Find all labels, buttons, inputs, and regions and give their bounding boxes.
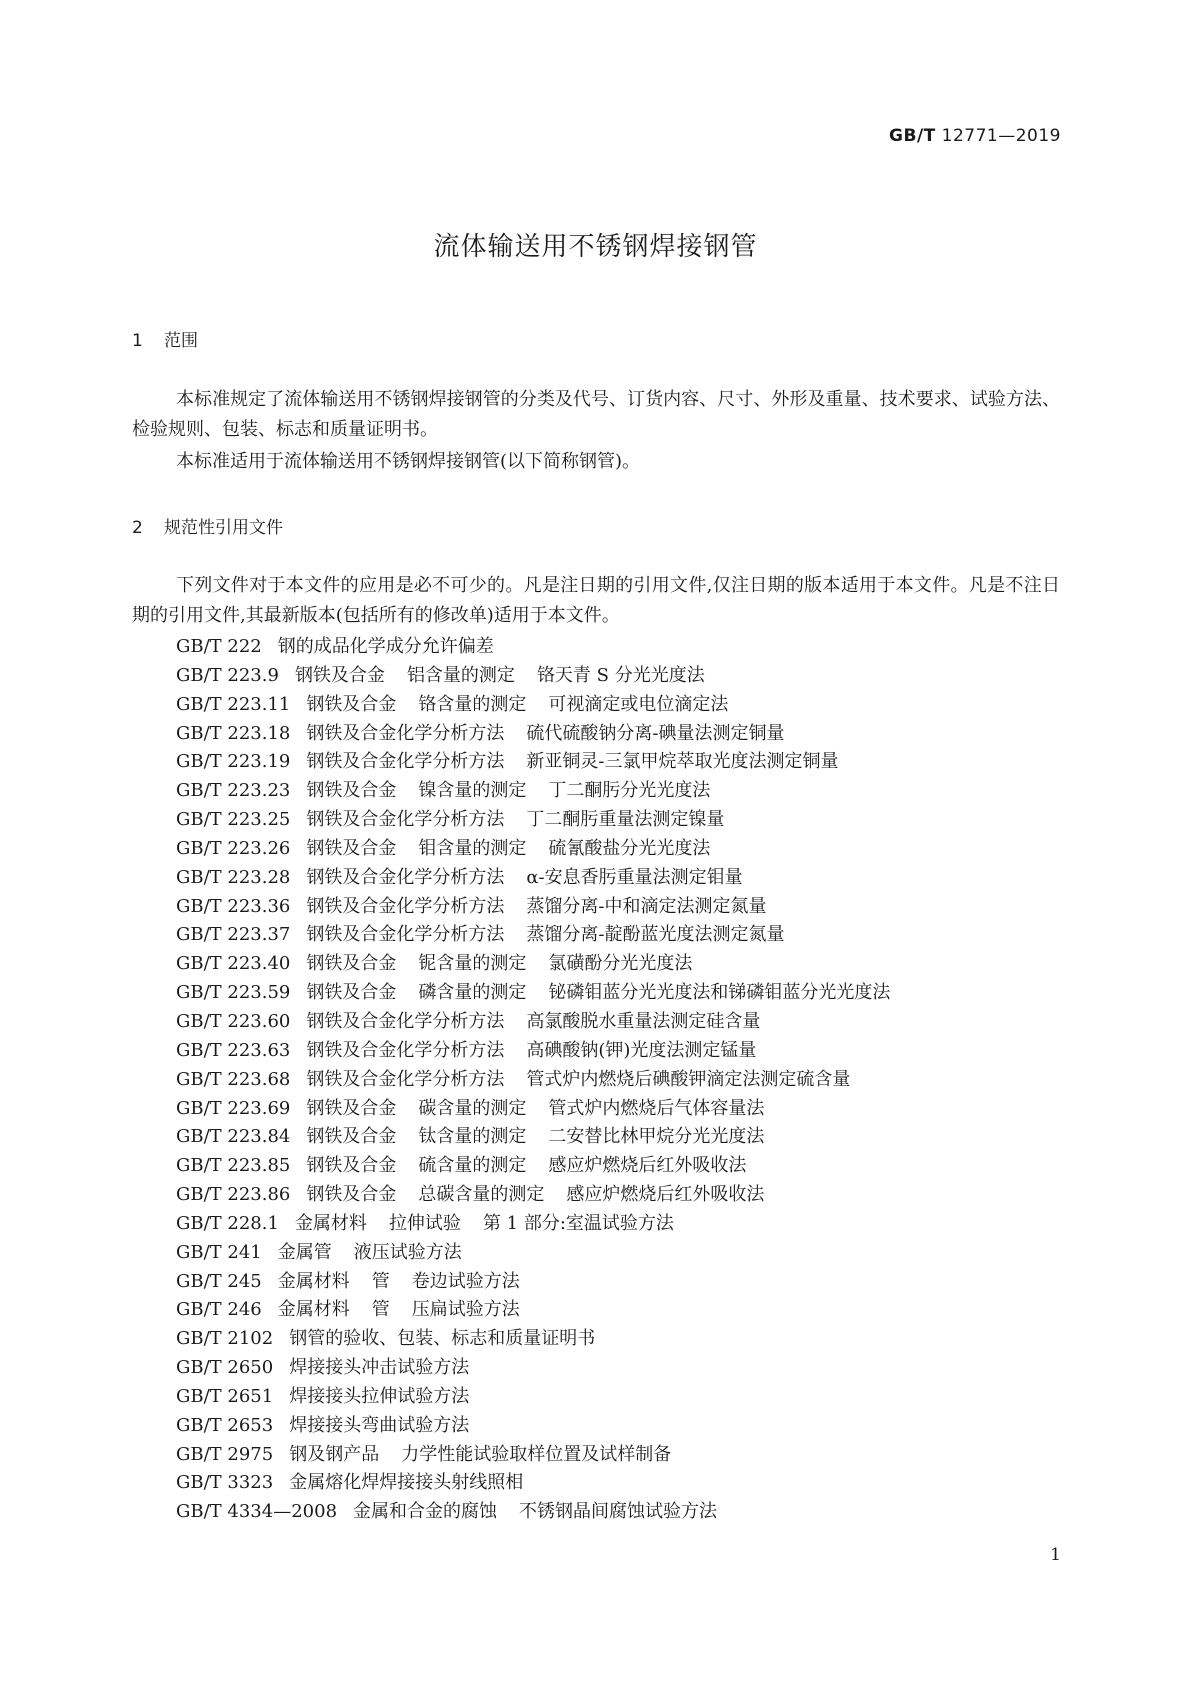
reference-item: [176, 662, 1056, 691]
reference-item: [176, 633, 1056, 662]
reference-title-part: 管式炉内燃烧后气体容量法: [548, 1097, 765, 1119]
section-2-number: 2: [132, 518, 143, 538]
reference-title-part: 钢铁及合金: [306, 780, 397, 802]
reference-title-part: 金属管: [277, 1241, 332, 1263]
reference-item: [176, 748, 1056, 777]
reference-code: GB/T 223.84: [176, 1126, 291, 1148]
reference-title-part: 管: [371, 1299, 390, 1321]
reference-title-part: 镍含量的测定: [418, 780, 527, 802]
reference-title-part: 钢铁及合金: [306, 953, 397, 975]
reference-title-part: 钢铁及合金化学分析方法: [306, 1068, 505, 1090]
reference-title-part: 钢铁及合金化学分析方法: [306, 722, 505, 744]
section-2-title: 规范性引用文件: [164, 518, 283, 538]
reference-item: [176, 720, 1056, 749]
reference-title-part: 钢管的验收、包装、标志和质量证明书: [289, 1328, 596, 1350]
reference-title-part: 钢铁及合金化学分析方法: [306, 866, 505, 888]
reference-item: [176, 1325, 1056, 1354]
scope-paragraph-1: 本标准规定了流体输送用不锈钢焊接钢管的分类及代号、订货内容、尺寸、外形及重量、技术要求、试验方法、检验规则、包装、标志和质量证明书。: [132, 389, 1060, 440]
reference-code: GB/T 223.23: [176, 780, 291, 802]
reference-title-part: 金属熔化焊焊接接头射线照相: [289, 1472, 524, 1494]
reference-title-part: 液压试验方法: [353, 1241, 462, 1263]
reference-item: [176, 1066, 1056, 1095]
reference-item: [176, 806, 1056, 835]
reference-title-part: 钢铁及合金化学分析方法: [306, 924, 505, 946]
reference-code: GB/T 223.18: [176, 722, 291, 744]
references-intro: 下列文件对于本文件的应用是必不可少的。凡是注日期的引用文件,仅注日期的版本适用于本文件。凡是不注日期的引用文件,其最新版本(包括所有的修改单)适用于本文件。: [132, 575, 1060, 626]
reference-title-part: 不锈钢晶间腐蚀试验方法: [519, 1501, 718, 1523]
reference-code: GB/T 3323: [176, 1472, 274, 1494]
reference-title-part: 钢铁及合金: [306, 1155, 397, 1177]
reference-title-part: 钢铁及合金化学分析方法: [306, 809, 505, 831]
reference-code: GB/T 2650: [176, 1357, 274, 1379]
reference-title-part: 可视滴定或电位滴定法: [548, 693, 729, 715]
reference-item: [176, 1008, 1056, 1037]
reference-title-part: 金属材料: [294, 1212, 367, 1234]
reference-code: GB/T 223.69: [176, 1097, 291, 1119]
reference-item: [176, 691, 1056, 720]
reference-code: GB/T 246: [176, 1299, 262, 1321]
reference-title-part: 蒸馏分离-中和滴定法测定氮量: [526, 895, 767, 917]
reference-title-part: 拉伸试验: [388, 1212, 461, 1234]
reference-title-part: 钢及钢产品: [289, 1443, 380, 1465]
reference-code: GB/T 4334—2008: [176, 1501, 338, 1523]
reference-title-part: 钢铁及合金化学分析方法: [306, 1010, 505, 1032]
reference-title-part: 金属材料: [277, 1299, 350, 1321]
reference-code: GB/T 2653: [176, 1414, 274, 1436]
reference-title-part: 钢铁及合金: [306, 693, 397, 715]
standard-prefix: GB/T: [889, 126, 936, 146]
reference-item: [176, 1152, 1056, 1181]
reference-title-part: 碳含量的测定: [418, 1097, 527, 1119]
reference-code: GB/T 223.11: [176, 693, 291, 715]
reference-code: GB/T 223.59: [176, 982, 291, 1004]
reference-item: [176, 1095, 1056, 1124]
reference-item: [176, 1181, 1056, 1210]
standard-number: 12771—2019: [941, 126, 1061, 146]
section-1-title: 范围: [164, 331, 198, 351]
reference-title-part: 焊接接头冲击试验方法: [289, 1357, 470, 1379]
reference-title-part: 钢铁及合金: [306, 1184, 397, 1206]
reference-title-part: 铋磷钼蓝分光光度法和锑磷钼蓝分光光度法: [548, 982, 891, 1004]
reference-title-part: 钢铁及合金化学分析方法: [306, 895, 505, 917]
reference-code: GB/T 223.25: [176, 809, 291, 831]
reference-title-part: 丁二酮肟重量法测定镍量: [526, 809, 725, 831]
reference-code: GB/T 223.19: [176, 751, 291, 773]
page-number: 1: [1050, 1545, 1061, 1565]
reference-code: GB/T 223.37: [176, 924, 291, 946]
reference-item: [176, 893, 1056, 922]
reference-item: [176, 1210, 1056, 1239]
scope-paragraph-2: 本标准适用于流体输送用不锈钢焊接钢管(以下简称钢管)。: [176, 451, 641, 472]
reference-item: [176, 1037, 1056, 1066]
reference-title-part: 钢铁及合金化学分析方法: [306, 1039, 505, 1061]
reference-code: GB/T 2651: [176, 1385, 274, 1407]
reference-title-part: 钢铁及合金: [306, 982, 397, 1004]
reference-title-part: α-安息香肟重量法测定钼量: [526, 866, 743, 888]
reference-title-part: 铝含量的测定: [406, 664, 515, 686]
reference-code: GB/T 2102: [176, 1328, 274, 1350]
reference-item: [176, 1239, 1056, 1268]
reference-title-part: 丁二酮肟分光光度法: [548, 780, 711, 802]
reference-code: GB/T 223.28: [176, 866, 291, 888]
reference-title-part: 管: [371, 1270, 390, 1292]
reference-code: GB/T 223.86: [176, 1184, 291, 1206]
reference-title-part: 感应炉燃烧后红外吸收法: [548, 1155, 747, 1177]
reference-title-part: 钛含量的测定: [418, 1126, 527, 1148]
reference-title-part: 二安替比林甲烷分光光度法: [548, 1126, 765, 1148]
reference-code: GB/T 223.9: [176, 664, 279, 686]
reference-title-part: 第 1 部分:室温试验方法: [482, 1212, 674, 1234]
reference-code: GB/T 223.68: [176, 1068, 291, 1090]
reference-title-part: 管式炉内燃烧后碘酸钾滴定法测定硫含量: [526, 1068, 851, 1090]
reference-code: GB/T 228.1: [176, 1212, 279, 1234]
reference-code: GB/T 2975: [176, 1443, 274, 1465]
reference-item: [176, 1498, 1056, 1527]
reference-title-part: 硫代硫酸钠分离-碘量法测定铜量: [526, 722, 785, 744]
reference-title-part: 金属材料: [277, 1270, 350, 1292]
reference-title-part: 钢铁及合金: [306, 837, 397, 859]
reference-title-part: 高碘酸钠(钾)光度法测定锰量: [526, 1039, 757, 1061]
reference-item: [176, 950, 1056, 979]
reference-code: GB/T 223.26: [176, 837, 291, 859]
reference-title-part: 力学性能试验取样位置及试样制备: [401, 1443, 672, 1465]
reference-title-part: 钢铁及合金: [306, 1126, 397, 1148]
reference-item: [176, 1268, 1056, 1297]
reference-title-part: 高氯酸脱水重量法测定硅含量: [526, 1010, 761, 1032]
section-2-heading: [132, 513, 283, 538]
document-title: 流体输送用不锈钢焊接钢管: [433, 232, 758, 262]
reference-title-part: 钢铁及合金化学分析方法: [306, 751, 505, 773]
standard-code: [889, 126, 1061, 146]
reference-code: GB/T 245: [176, 1270, 262, 1292]
reference-code: GB/T 241: [176, 1241, 262, 1263]
section-1-heading: [132, 326, 198, 351]
reference-list: [176, 633, 1056, 1527]
reference-title-part: 卷边试验方法: [411, 1270, 520, 1292]
reference-title-part: 金属和合金的腐蚀: [353, 1501, 498, 1523]
reference-title-part: 焊接接头拉伸试验方法: [289, 1385, 470, 1407]
reference-item: [176, 835, 1056, 864]
reference-title-part: 氯磺酚分光光度法: [548, 953, 693, 975]
reference-title-part: 硫氰酸盐分光光度法: [548, 837, 711, 859]
reference-title-part: 新亚铜灵-三氯甲烷萃取光度法测定铜量: [526, 751, 839, 773]
reference-title-part: 蒸馏分离-靛酚蓝光度法测定氮量: [526, 924, 785, 946]
reference-title-part: 铌含量的测定: [418, 953, 527, 975]
section-1-number: 1: [132, 331, 143, 351]
reference-title-part: 铬含量的测定: [418, 693, 527, 715]
reference-code: GB/T 223.85: [176, 1155, 291, 1177]
reference-title-part: 感应炉燃烧后红外吸收法: [566, 1184, 765, 1206]
reference-item: [176, 1296, 1056, 1325]
reference-title-part: 钼含量的测定: [418, 837, 527, 859]
reference-title-part: 硫含量的测定: [418, 1155, 527, 1177]
reference-item: [176, 1123, 1056, 1152]
reference-item: [176, 1383, 1056, 1412]
reference-title-part: 焊接接头弯曲试验方法: [289, 1414, 470, 1436]
reference-item: [176, 1412, 1056, 1441]
reference-item: [176, 864, 1056, 893]
reference-title-part: 钢铁及合金: [294, 664, 385, 686]
reference-item: [176, 1441, 1056, 1470]
reference-code: GB/T 223.40: [176, 953, 291, 975]
reference-item: [176, 1469, 1056, 1498]
reference-item: [176, 777, 1056, 806]
reference-title-part: 钢铁及合金: [306, 1097, 397, 1119]
reference-item: [176, 921, 1056, 950]
reference-title-part: 钢的成品化学成分允许偏差: [277, 636, 494, 657]
reference-title-part: 铬天青 S 分光光度法: [536, 664, 705, 686]
reference-code: GB/T 223.63: [176, 1039, 291, 1061]
reference-title-part: 压扁试验方法: [411, 1299, 520, 1321]
reference-code: GB/T 223.60: [176, 1010, 291, 1032]
reference-item: [176, 979, 1056, 1008]
reference-code: GB/T 223.36: [176, 895, 291, 917]
reference-title-part: 总碳含量的测定: [418, 1184, 545, 1206]
reference-title-part: 磷含量的测定: [418, 982, 527, 1004]
reference-item: [176, 1354, 1056, 1383]
reference-code: GB/T 222: [176, 636, 262, 657]
